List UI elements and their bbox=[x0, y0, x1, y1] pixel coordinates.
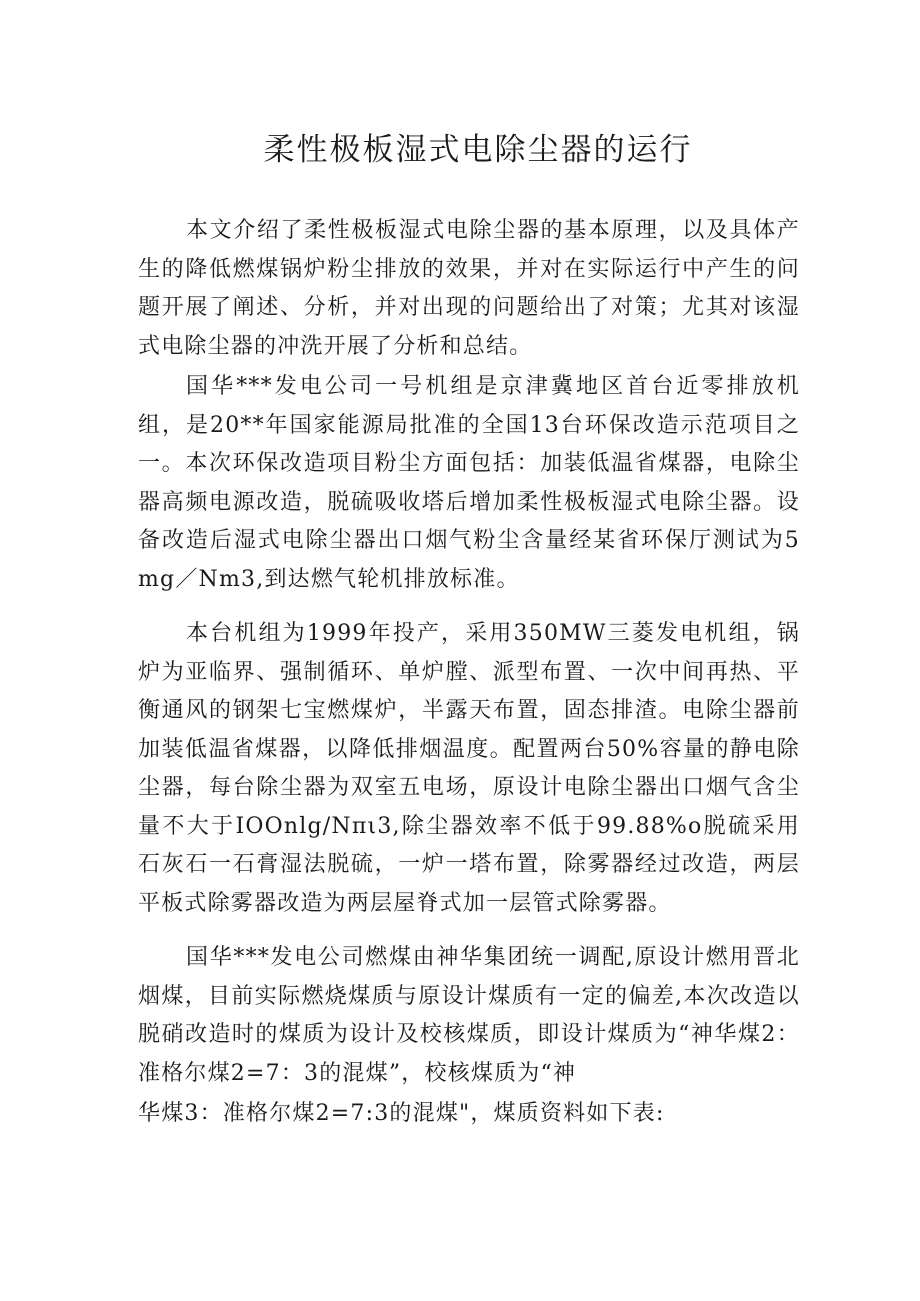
paragraph-unit-intro: 国华***发电公司一号机组是京津冀地区首台近零排放机组，是20**年国家能源局批准的全国13台环保改造示范项目之一。本次环保改造项目粉尘方面包括：加装低温省煤器，电除尘器高频电源改造，脱硫吸收塔后增加柔性极板湿式电除尘器。设备改造后湿式电除尘器出口烟气粉尘含量经某省环保厅测试为5mg／Nm3,到达燃气轮机排放标准。 bbox=[138, 374, 800, 592]
paragraph-coal-quality-continued: 华煤3：准格尔煤2=7:3的混煤"，煤质资料如下表: bbox=[138, 1101, 665, 1126]
paragraph-abstract: 本文介绍了柔性极板湿式电除尘器的基本原理，以及具体产生的降低燃煤锅炉粉尘排放的效果，并对在实际运行中产生的问题开展了阐述、分析，并对出现的问题给出了对策；尤其对该湿式电除尘器的冲洗开展了分析和总结。 bbox=[138, 218, 800, 359]
paragraph-coal-quality: 国华***发电公司燃煤由神华集团统一调配,原设计燃用晋北烟煤，目前实际燃烧煤质与原设计煤质有一定的偏差,本次改造以脱硝改造时的煤质为设计及校核煤质，即设计煤质为“神华煤2：准格尔煤2=7：3的混煤”，校核煤质为“神 bbox=[138, 945, 800, 1086]
document-title: 柔性极板湿式电除尘器的运行 bbox=[263, 132, 693, 168]
paragraph-unit-equipment: 本台机组为1999年投产，采用350MW三菱发电机组，锅炉为亚临界、强制循环、单炉膛、派型布置、一次中间再热、平衡通风的钢架七宝燃煤炉，半露天布置，固态排渣。电除尘器前加装低温省煤器，以降低排烟温度。配置两台50%容量的静电除尘器，每台除尘器为双室五电场，原设计电除尘器出口烟气含尘量不大于IOOnlg/Nπι3,除尘器效率不低于99.88%o脱硫采用石灰石一石膏湿法脱硫，一炉一塔布置，除雾器经过改造，两层平板式除雾器改造为两层屋脊式加一层管式除雾器。 bbox=[138, 621, 800, 916]
